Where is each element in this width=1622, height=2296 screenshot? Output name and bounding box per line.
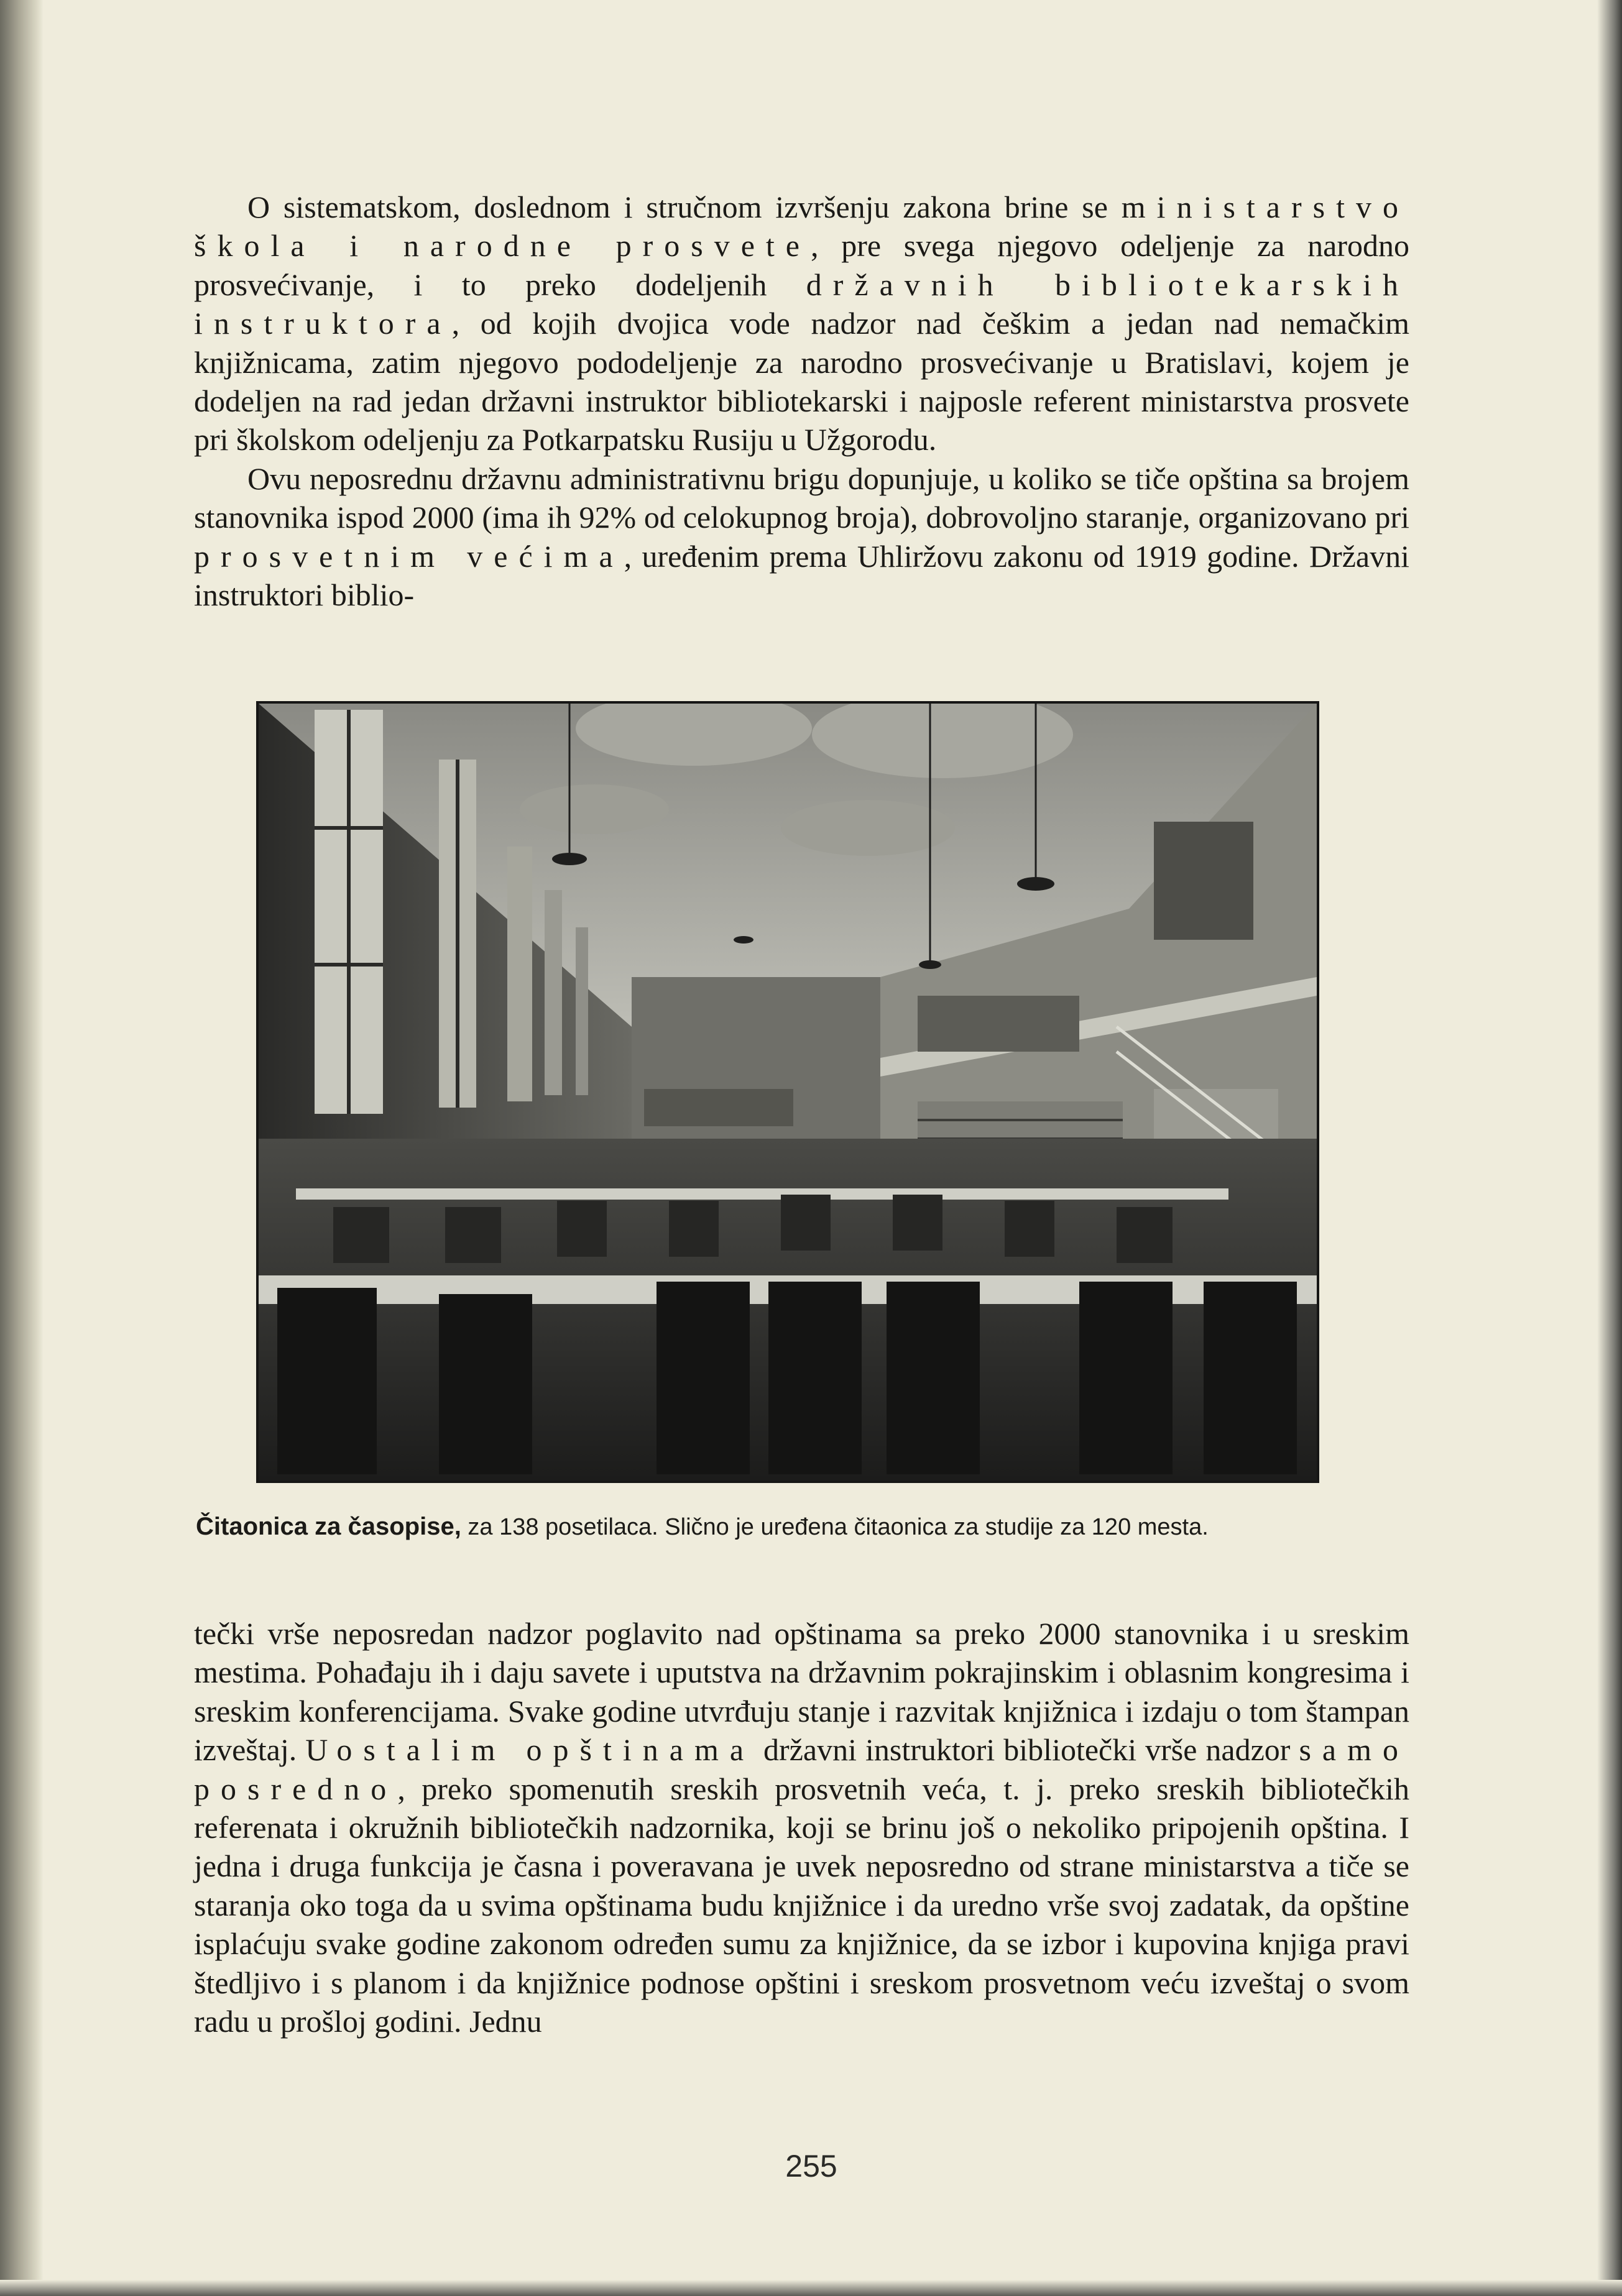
- paragraph-councils: Ovu neposrednu državnu administrativnu brigu dopunjuje, u koliko se tiče opština sa brojem stanovnika ispod 2000 (ima ih 92% od celokupnog broja), dobrovoljno staranje, organizovano pri prosvetnim većima, uređenim prema Uhliržovu zakonu od 1919 godine. Državni instruktori biblio-: [194, 461, 1409, 613]
- text-block-bottom: [194, 1614, 1409, 2041]
- paragraph-ministry: O sistematskom, doslednom i stručnom izvršenju zakona brine se ministarstvo škola i narodne prosvete, pre svega njegovo odeljenje za narodno prosvećivanje, i to preko dodeljenih državnih bibliotekarskih instruktora, od kojih dvojica vode nadzor nad češkim a jedan nad nemačkim knjižnicama, zatim njegovo pododeljenje za narodno prosvećivanje u Bratislavi, kojem je dodeljen na rad jedan državni instruktor bibliotekarski i najposle referent ministarstva prosvete pri školskom odeljenju za Potkarpatsku Rusiju u Užgorodu.: [194, 190, 1409, 457]
- spaced-emphasis: prosvetnim većima: [194, 538, 624, 574]
- paragraph-supervision: tečki vrše neposredan nadzor poglavito nad opštinama sa preko 2000 stanovnika i u sreskim mestima. Pohađaju ih i daju savete i uputstva na državnim pokrajinskim i oblasnim kongresima i sreskim konferencijama. Svake godine utvrđuju stanje i razvitak knjižnica i izdaju o tom štampan izveštaj. U ostalim opštinama državni instruktori bibliotečki vrše nadzor samo posredno, preko spomenutih sreskih prosvetnih veća, t. j. preko sreskih bibliotečkih referenata i okružnih bibliotečkih nadzornika, koji se brinu još o nekoliko pripojenih opština. I jedna i druga funkcija je časna i poveravana je uvek neposredno od strane ministarstva a tiče se staranja oko toga da u svima opštinama budu knjižnice i da uredno vrše svoj zadatak, da opštine isplaćuju svake godine zakonom određen sumu za knjižnice, da se izbor i kupovina knjiga pravi štedljivo i s planom i da knjižnice podnose opštini i sreskom prosvetnom veću izveštaj o svom radu u prošloj godini. Jednu: [194, 1616, 1409, 2039]
- reading-room-photo: [256, 701, 1319, 1483]
- page-edge-bottom: [0, 2280, 1622, 2296]
- caption-title: Čitaonica za časopise,: [196, 1513, 461, 1540]
- text-block-top: [194, 188, 1409, 614]
- photo-caption: [196, 1512, 1433, 1542]
- spaced-emphasis: samo posredno: [194, 1732, 1409, 1806]
- book-spine-shadow: [0, 0, 44, 2296]
- spaced-emphasis: ministarstvo škola i narodne prosvete: [194, 190, 1409, 264]
- spaced-emphasis: državnih bibliotekarskih instruktora: [194, 267, 1409, 341]
- spaced-emphasis: ostalim opštinama: [336, 1732, 755, 1768]
- page-number: 255: [785, 2149, 837, 2183]
- page-edge-right: [1597, 0, 1622, 2296]
- caption-text: za 138 posetilaca. Slično je uređena čitaonica za studije za 120 mesta.: [461, 1514, 1209, 1540]
